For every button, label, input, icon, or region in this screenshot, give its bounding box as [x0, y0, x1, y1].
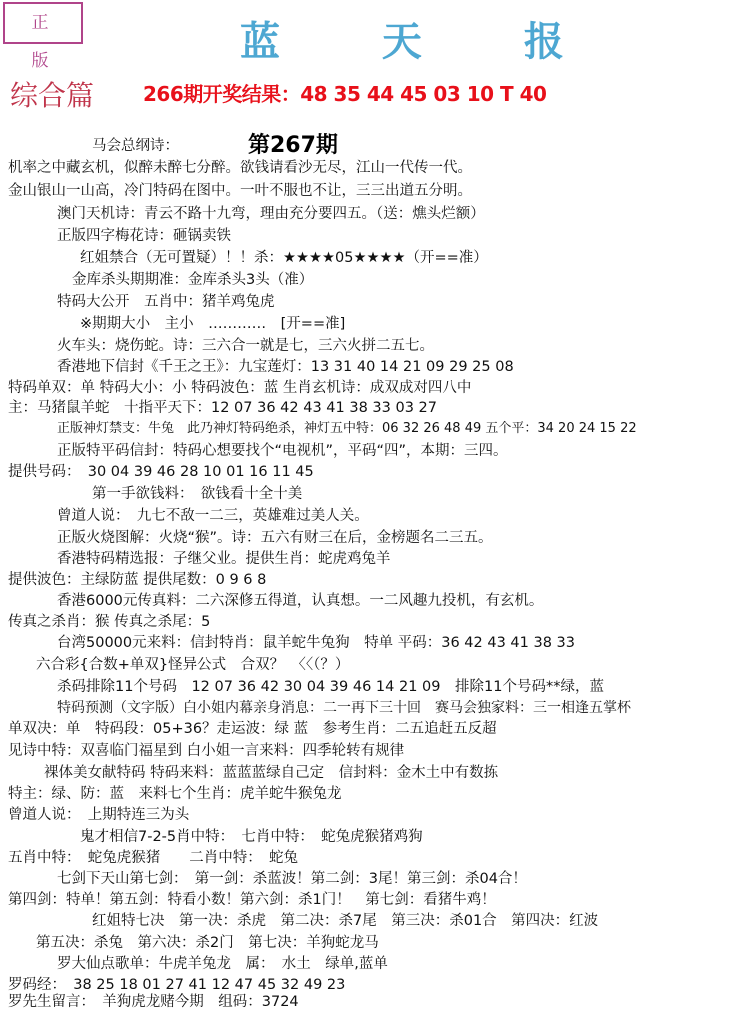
text-line: 特码单双：单 特码大小：小 特码波色：蓝 生肖玄机诗：成双成对四八中: [8, 380, 472, 396]
text-line: 金库杀头期期准：金库杀头3头（准）: [72, 272, 314, 288]
text-line: 罗先生留言： 羊狗虎龙赌今期 组码：3724: [8, 994, 299, 1010]
text-line: 罗大仙点歌单：牛虎羊兔龙 属： 水土 绿单,蓝单: [57, 956, 388, 972]
text-line: 杀码排除11个号码 12 07 36 42 30 04 39 46 14 21 09 排除11个号码**绿，蓝: [57, 679, 604, 695]
text-line: 红姐特七决 第一决：杀虎 第二决：杀7尾 第三决：杀01合 第四决：红波: [92, 913, 599, 929]
issue-number: 第267期: [248, 133, 338, 158]
section-title: 综合篇: [10, 79, 95, 112]
text-line: 特码预测（文字版）白小姐内幕亲身消息：二一再下三十回 赛马会独家料：三一相逢五掌杯: [57, 700, 631, 716]
text-line: 特码大公开 五肖中：猪羊鸡兔虎: [57, 294, 275, 310]
text-line: 香港6000元传真料：二六深修五得道，认真想。一二风趣九投机，有玄机。: [57, 593, 544, 609]
text-line: 澳门天机诗：青云不路十九弯，理由充分要四五。（送：燋头烂额）: [57, 206, 485, 222]
text-line: ※期期大小 主小 ………… [开==准]: [80, 316, 346, 332]
text-line: 五肖中特： 蛇兔虎猴猪 二肖中特： 蛇兔: [8, 850, 298, 866]
text-line: 主：马猪鼠羊蛇 十指平天下：12 07 36 42 43 41 38 33 03 27: [8, 400, 437, 416]
genuine-stamp: 正 版: [3, 2, 83, 44]
text-line: 鬼才相信7-2-5肖中特： 七肖中特： 蛇兔虎猴猪鸡狗: [80, 829, 423, 845]
text-line: 提供号码： 30 04 39 46 28 10 01 16 11 45: [8, 464, 314, 480]
text-line: 正版四字梅花诗：砸锅卖铁: [57, 228, 231, 244]
text-line: 火车头：烧伤蛇。诗：三六合一就是七，三六火拼二五七。: [57, 338, 434, 354]
text-line: 第一手欲钱料： 欲钱看十全十美: [92, 486, 303, 502]
text-line: 香港地下信封《千王之王》：九宝莲灯：13 31 40 14 21 09 29 25 08: [57, 359, 514, 375]
text-line: 罗码经： 38 25 18 01 27 41 12 47 45 32 49 23: [8, 977, 346, 993]
text-line: 第五决：杀兔 第六决：杀2门 第七决：羊狗蛇龙马: [36, 935, 379, 951]
text-line: 单双决：单 特码段：05+36？走运波：绿 蓝 参考生肖：二五追赶五反超: [8, 721, 497, 737]
text-line: 特主：绿、防：蓝 来料七个生肖：虎羊蛇牛猴兔龙: [8, 786, 342, 802]
text-line: 马会总纲诗：: [92, 138, 179, 154]
page-title: 蓝 天 报: [240, 18, 608, 65]
text-line: 正版火烧图解：火烧“猴”。诗：五六有财三在后，金榜题名二三五。: [57, 530, 493, 546]
draw-result: 266期开奖结果：48 35 44 45 03 10 T 40: [143, 82, 547, 106]
text-line: 传真之杀肖：猴 传真之杀尾：5: [8, 614, 211, 630]
text-line: 机率之中藏玄机，似醉未醉七分醉。欲钱请看沙无尽，江山一代传一代。: [8, 160, 472, 176]
text-line: 提供波色：主绿防蓝 提供尾数：0 9 6 8: [8, 572, 267, 588]
text-line: 台湾50000元来料：信封特肖：鼠羊蛇牛兔狗 特单 平码：36 42 43 41 38 33: [57, 635, 575, 651]
text-line: 金山银山一山高，冷门特码在图中。一叶不服也不让，三三出道五分明。: [8, 183, 472, 199]
text-line: 第四剑：特单！第五剑：特看小数！第六剑：杀1门！ 第七剑：看猪牛鸡！: [8, 892, 496, 908]
text-line: 裸体美女献特码 特码来料：蓝蓝蓝绿自己定 信封料：金木土中有数拣: [44, 765, 499, 781]
text-line: 曾道人说： 上期特连三为头: [8, 807, 190, 823]
text-line: 正版特平码信封：特码心想要找个“电视机”，平码“四”，本期：三四。: [57, 443, 508, 459]
text-line: 红姐禁合（无可置疑）！！杀：★★★★05★★★★（开==准）: [80, 250, 488, 266]
text-line: 香港特码精选报：子继父业。提供生肖：蛇虎鸡兔羊: [57, 551, 391, 567]
text-line: 曾道人说： 九七不敌一二三，英雄难过美人关。: [57, 508, 369, 524]
text-line: 正版神灯禁支：牛兔 此乃神灯特码绝杀，神灯五中特：06 32 26 48 49 五个平：34 20 24 15 22: [57, 421, 637, 436]
text-line: 七剑下天山第七剑： 第一剑：杀蓝波！第二剑：3尾！第三剑：杀04合！: [57, 871, 527, 887]
text-line: 六合彩{合数+单双}怪异公式 合双？ 〈〈（？）: [36, 657, 350, 673]
text-line: 见诗中特：双喜临门福星到 白小姐一言来料：四季轮转有规律: [8, 743, 405, 759]
